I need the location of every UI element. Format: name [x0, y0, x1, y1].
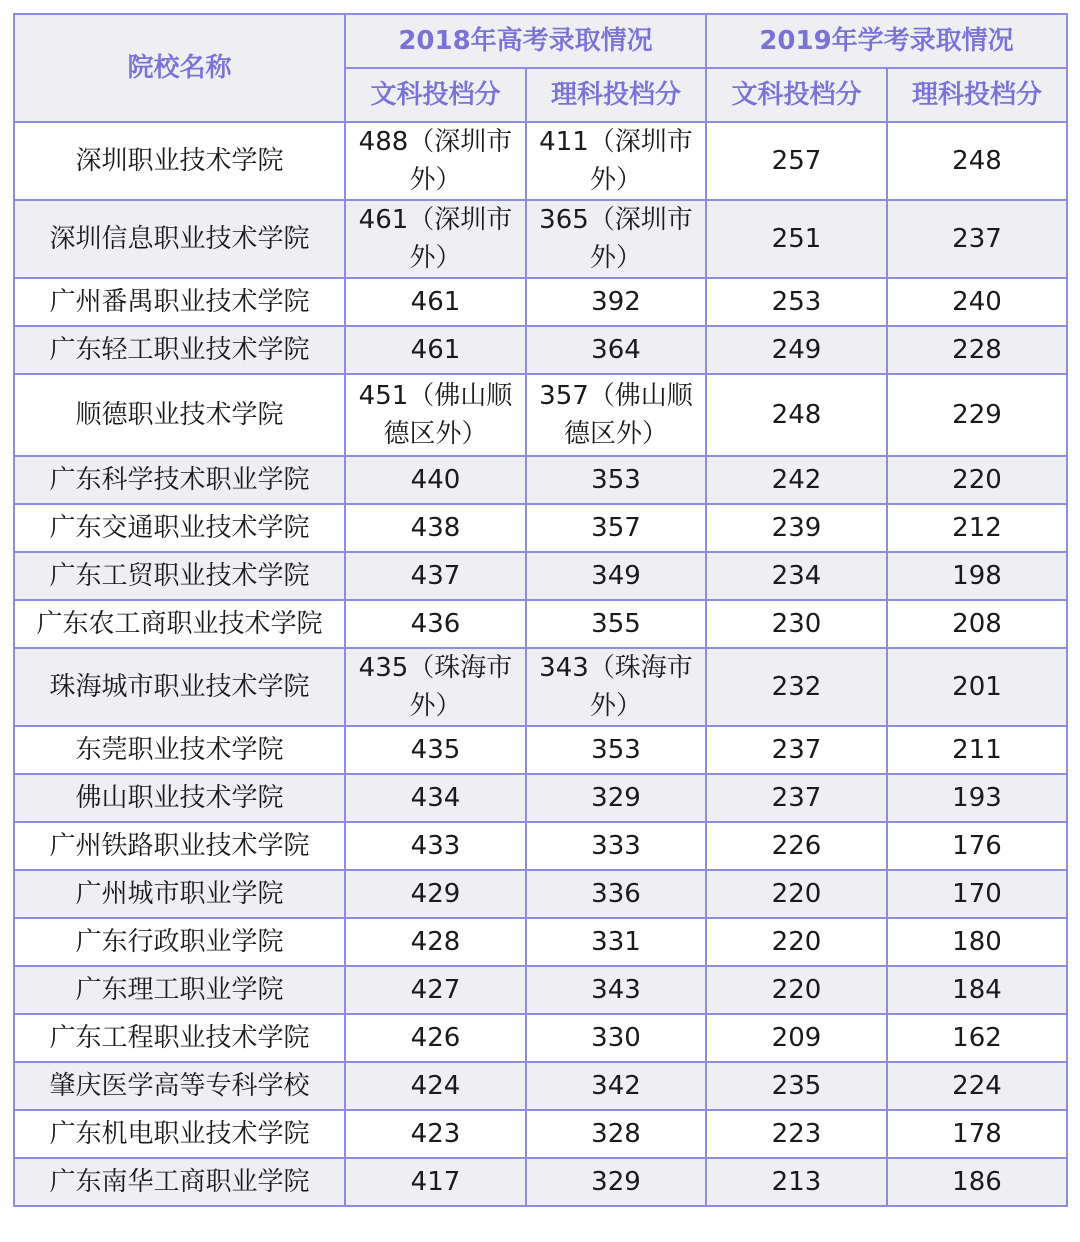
- school-name-cell: 顺德职业技术学院: [14, 374, 345, 456]
- score-2018-science-cell: 333: [526, 822, 706, 870]
- table-row: [14, 456, 1067, 504]
- score-2019-arts-cell: 242: [706, 456, 887, 504]
- score-2018-arts-cell: 435: [345, 726, 526, 774]
- header-group-2018: 2018年高考录取情况: [345, 14, 706, 68]
- score-2018-science-cell: 355: [526, 600, 706, 648]
- school-name-cell: 广东科学技术职业学院: [14, 456, 345, 504]
- admission-score-table: [13, 13, 1068, 1207]
- school-name-cell: 深圳职业技术学院: [14, 122, 345, 200]
- score-2018-science-cell: 329: [526, 774, 706, 822]
- table-row: [14, 326, 1067, 374]
- score-2018-arts-cell: 436: [345, 600, 526, 648]
- score-2019-arts-cell: 209: [706, 1014, 887, 1062]
- table-row: [14, 504, 1067, 552]
- score-2019-arts-cell: 220: [706, 966, 887, 1014]
- school-name-cell: 广东工贸职业技术学院: [14, 552, 345, 600]
- header-2018-science: 理科投档分: [526, 68, 706, 122]
- score-2019-science-cell: 201: [887, 648, 1067, 726]
- score-2018-arts-cell: 429: [345, 870, 526, 918]
- score-2019-science-cell: 186: [887, 1158, 1067, 1206]
- score-2018-arts-cell: 461: [345, 278, 526, 326]
- score-2018-science-cell: 365（深圳市外）: [526, 200, 706, 278]
- score-2018-arts-cell: 417: [345, 1158, 526, 1206]
- score-2019-arts-cell: 220: [706, 870, 887, 918]
- score-2019-science-cell: 212: [887, 504, 1067, 552]
- score-2019-science-cell: 198: [887, 552, 1067, 600]
- score-2018-science-cell: 357（佛山顺德区外）: [526, 374, 706, 456]
- score-2018-science-cell: 357: [526, 504, 706, 552]
- score-2018-arts-cell: 461: [345, 326, 526, 374]
- header-2019-arts: 文科投档分: [706, 68, 887, 122]
- score-2019-science-cell: 224: [887, 1062, 1067, 1110]
- score-2019-science-cell: 248: [887, 122, 1067, 200]
- table-row: [14, 822, 1067, 870]
- score-2019-arts-cell: 230: [706, 600, 887, 648]
- admission-score-table-container: [13, 13, 1066, 1207]
- score-2019-arts-cell: 226: [706, 822, 887, 870]
- table-row: [14, 870, 1067, 918]
- score-2018-science-cell: 331: [526, 918, 706, 966]
- score-2019-science-cell: 220: [887, 456, 1067, 504]
- table-row: [14, 200, 1067, 278]
- score-2018-arts-cell: 461（深圳市外）: [345, 200, 526, 278]
- score-2018-science-cell: 364: [526, 326, 706, 374]
- score-2018-science-cell: 336: [526, 870, 706, 918]
- table-row: [14, 966, 1067, 1014]
- score-2018-arts-cell: 428: [345, 918, 526, 966]
- score-2018-science-cell: 392: [526, 278, 706, 326]
- school-name-cell: 广东轻工职业技术学院: [14, 326, 345, 374]
- school-name-cell: 广东行政职业学院: [14, 918, 345, 966]
- score-2019-science-cell: 184: [887, 966, 1067, 1014]
- score-2018-science-cell: 328: [526, 1110, 706, 1158]
- school-name-cell: 深圳信息职业技术学院: [14, 200, 345, 278]
- score-2019-science-cell: 193: [887, 774, 1067, 822]
- score-2018-science-cell: 330: [526, 1014, 706, 1062]
- score-2019-science-cell: 208: [887, 600, 1067, 648]
- table-row: [14, 1062, 1067, 1110]
- table-row: [14, 374, 1067, 456]
- school-name-cell: 广东农工商职业技术学院: [14, 600, 345, 648]
- table-row: [14, 122, 1067, 200]
- score-2018-arts-cell: 437: [345, 552, 526, 600]
- score-2018-arts-cell: 427: [345, 966, 526, 1014]
- score-2019-arts-cell: 248: [706, 374, 887, 456]
- score-2018-arts-cell: 435（珠海市外）: [345, 648, 526, 726]
- school-name-cell: 佛山职业技术学院: [14, 774, 345, 822]
- score-2019-science-cell: 237: [887, 200, 1067, 278]
- school-name-cell: 广东机电职业技术学院: [14, 1110, 345, 1158]
- score-2018-science-cell: 353: [526, 726, 706, 774]
- score-2019-science-cell: 178: [887, 1110, 1067, 1158]
- score-2018-science-cell: 411（深圳市外）: [526, 122, 706, 200]
- school-name-cell: 东莞职业技术学院: [14, 726, 345, 774]
- score-2019-arts-cell: 223: [706, 1110, 887, 1158]
- score-2018-science-cell: 349: [526, 552, 706, 600]
- school-name-cell: 广州铁路职业技术学院: [14, 822, 345, 870]
- school-name-cell: 广东交通职业技术学院: [14, 504, 345, 552]
- table-row: [14, 648, 1067, 726]
- header-group-2019: 2019年学考录取情况: [706, 14, 1067, 68]
- score-2018-arts-cell: 438: [345, 504, 526, 552]
- score-2019-arts-cell: 234: [706, 552, 887, 600]
- school-name-cell: 肇庆医学高等专科学校: [14, 1062, 345, 1110]
- table-row: [14, 278, 1067, 326]
- score-2019-arts-cell: 232: [706, 648, 887, 726]
- score-2018-arts-cell: 426: [345, 1014, 526, 1062]
- score-2019-arts-cell: 249: [706, 326, 887, 374]
- score-2018-arts-cell: 440: [345, 456, 526, 504]
- score-2019-arts-cell: 220: [706, 918, 887, 966]
- score-2019-arts-cell: 253: [706, 278, 887, 326]
- table-row: [14, 600, 1067, 648]
- score-2019-arts-cell: 237: [706, 726, 887, 774]
- score-2019-science-cell: 229: [887, 374, 1067, 456]
- table-row: [14, 918, 1067, 966]
- score-2019-arts-cell: 213: [706, 1158, 887, 1206]
- score-2018-arts-cell: 433: [345, 822, 526, 870]
- score-2018-arts-cell: 423: [345, 1110, 526, 1158]
- score-2019-arts-cell: 237: [706, 774, 887, 822]
- table-row: [14, 1158, 1067, 1206]
- score-2018-arts-cell: 488（深圳市外）: [345, 122, 526, 200]
- table-row: [14, 774, 1067, 822]
- school-name-cell: 广州城市职业学院: [14, 870, 345, 918]
- header-2018-arts: 文科投档分: [345, 68, 526, 122]
- header-row-groups: [14, 14, 1067, 68]
- score-2019-science-cell: 211: [887, 726, 1067, 774]
- table-row: [14, 1110, 1067, 1158]
- school-name-cell: 广州番禺职业技术学院: [14, 278, 345, 326]
- score-2019-science-cell: 176: [887, 822, 1067, 870]
- score-2019-arts-cell: 251: [706, 200, 887, 278]
- score-2018-science-cell: 343（珠海市外）: [526, 648, 706, 726]
- table-row: [14, 726, 1067, 774]
- score-2018-science-cell: 353: [526, 456, 706, 504]
- score-2019-arts-cell: 239: [706, 504, 887, 552]
- score-2018-arts-cell: 451（佛山顺德区外）: [345, 374, 526, 456]
- table-row: [14, 552, 1067, 600]
- school-name-cell: 广东工程职业技术学院: [14, 1014, 345, 1062]
- header-2019-science: 理科投档分: [887, 68, 1067, 122]
- score-2019-science-cell: 228: [887, 326, 1067, 374]
- score-2019-science-cell: 240: [887, 278, 1067, 326]
- score-2019-science-cell: 170: [887, 870, 1067, 918]
- score-2018-science-cell: 342: [526, 1062, 706, 1110]
- school-name-cell: 广东理工职业学院: [14, 966, 345, 1014]
- table-row: [14, 1014, 1067, 1062]
- school-name-cell: 珠海城市职业技术学院: [14, 648, 345, 726]
- header-school-name: 院校名称: [14, 14, 345, 122]
- score-2018-science-cell: 343: [526, 966, 706, 1014]
- score-2018-arts-cell: 434: [345, 774, 526, 822]
- score-2019-science-cell: 162: [887, 1014, 1067, 1062]
- score-2019-science-cell: 180: [887, 918, 1067, 966]
- score-2018-science-cell: 329: [526, 1158, 706, 1206]
- score-2019-arts-cell: 235: [706, 1062, 887, 1110]
- school-name-cell: 广东南华工商职业学院: [14, 1158, 345, 1206]
- score-2019-arts-cell: 257: [706, 122, 887, 200]
- score-2018-arts-cell: 424: [345, 1062, 526, 1110]
